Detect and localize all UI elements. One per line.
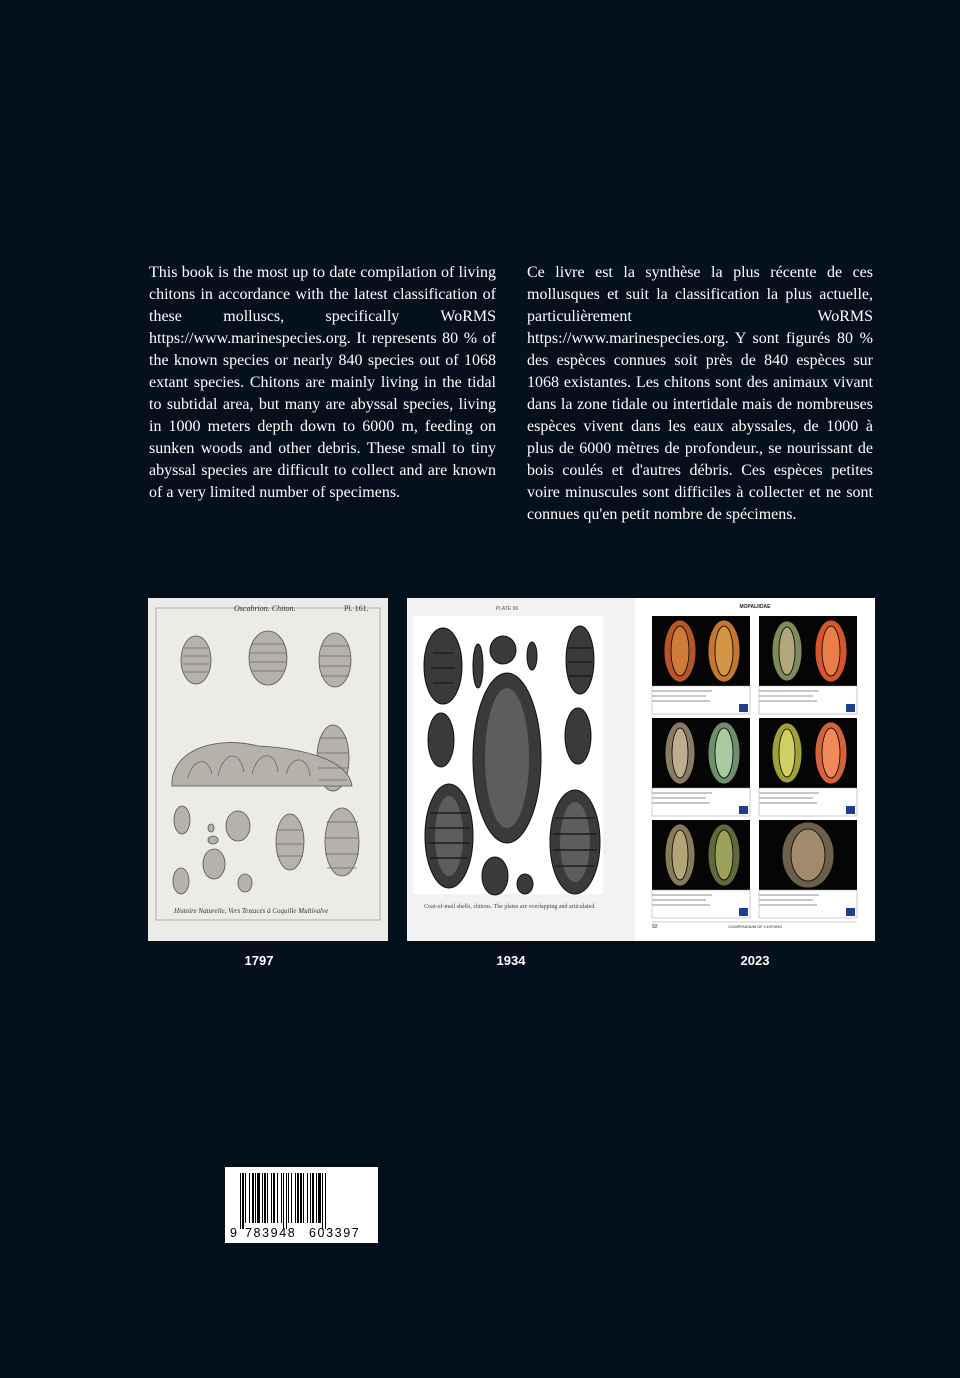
barcode-bar (277, 1173, 278, 1223)
french-description: Ce livre est la synthèse la plus récente de ces mollusques et suit la classification la plus actuelle, particulièrement WoRMS https://www.marinespecies.org. Y sont figurés 80 % des espèces connues soit près de 840 espèces sur 1068 existantes. Les chitons sont des animaux vivant dans la zone tidale ou intertidale mais de nombreuses espèces vivent dans les eaux abyssales, de 1000 à plus de 6000 mètres de profondeur., se nourissant de bois coulés et d'autres débris. Ces espèces petites voire minuscules sont difficiles à collecter et ne sont connues qu'en petit nombre de spécimens. (527, 264, 873, 523)
barcode-bar (316, 1173, 317, 1223)
barcode-bar (245, 1173, 246, 1223)
barcode-bar (262, 1173, 263, 1223)
barcode-left-group: 783948 (245, 1226, 297, 1240)
barcode-bar (249, 1173, 250, 1223)
engraving-illustration (148, 598, 388, 941)
barcode-bar (242, 1173, 244, 1229)
english-description: This book is the most up to date compilation of living chitons in accordance with the latest classification of these molluscs, specifically WoRMS https://www.marinespecies.org. It represents 80 % of the known species or nearly 840 species out of 1068 extant species. Chitons are mainly living in the tidal to subtidal area, but many are abyssal species, living in 1000 meters depth down to 6000 m, feeding on sunken woods and other debris. These small to tiny abyssal species are difficult to collect and are known of a very limited number of specimens. (149, 264, 496, 501)
barcode-bar (307, 1173, 308, 1223)
photo-plate-illustration (407, 598, 647, 941)
barcode-bar (288, 1173, 289, 1223)
barcode-right-group: 603397 (309, 1226, 361, 1240)
barcode-bar (283, 1173, 284, 1229)
plate-1934-photograph (407, 598, 647, 941)
barcode-bar (240, 1173, 241, 1229)
caption-1934: 1934 (496, 953, 526, 968)
plate-1797-footer: Histoire Naturelle, Vers Testacés à Coquille Multivalve (174, 907, 329, 915)
colour-page-illustration (635, 598, 875, 941)
plate-2023-header: MOPALIIDAE (739, 604, 771, 610)
barcode-bar (257, 1173, 260, 1223)
barcode-bar (286, 1173, 287, 1229)
barcode-bars (225, 1171, 378, 1231)
barcode-bar (273, 1173, 275, 1223)
caption-1797: 1797 (244, 953, 274, 968)
plate-1797-header-right: Pl. 161. (344, 604, 369, 613)
barcode-bar (252, 1173, 254, 1223)
barcode-bar (291, 1173, 292, 1223)
barcode-bar (267, 1173, 268, 1223)
barcode-bar (310, 1173, 311, 1223)
barcode-bar (325, 1173, 326, 1229)
barcode-bar (264, 1173, 266, 1223)
barcode-bar (271, 1173, 272, 1223)
plate-1797-engraving (148, 598, 388, 941)
barcode-bar (281, 1173, 282, 1223)
barcode-bar (303, 1173, 304, 1223)
barcode-bar (322, 1173, 323, 1229)
caption-2023: 2023 (740, 953, 770, 968)
barcode-bar (318, 1173, 321, 1223)
plate-2023-footer: COMPENDIUM OF CHITONS (728, 924, 782, 929)
plate-1797-header-left: Oscabrion. Chiton. (234, 604, 296, 613)
plate-1934-footer: Coat-of-mail shells, chitons. The plates are overlapping and articulated. (424, 904, 596, 910)
plate-1934-header: PLATE 96 (495, 606, 519, 612)
plate-2023-page-number: 92 (652, 924, 658, 930)
isbn-barcode (225, 1167, 378, 1243)
barcode-bar (255, 1173, 256, 1223)
barcode-bar (312, 1173, 314, 1223)
barcode-bar (297, 1173, 299, 1223)
barcode-first-digit: 9 (230, 1226, 237, 1240)
barcode-bar (300, 1173, 302, 1223)
plate-2023-colour-page (635, 598, 875, 941)
barcode-bar (295, 1173, 296, 1223)
